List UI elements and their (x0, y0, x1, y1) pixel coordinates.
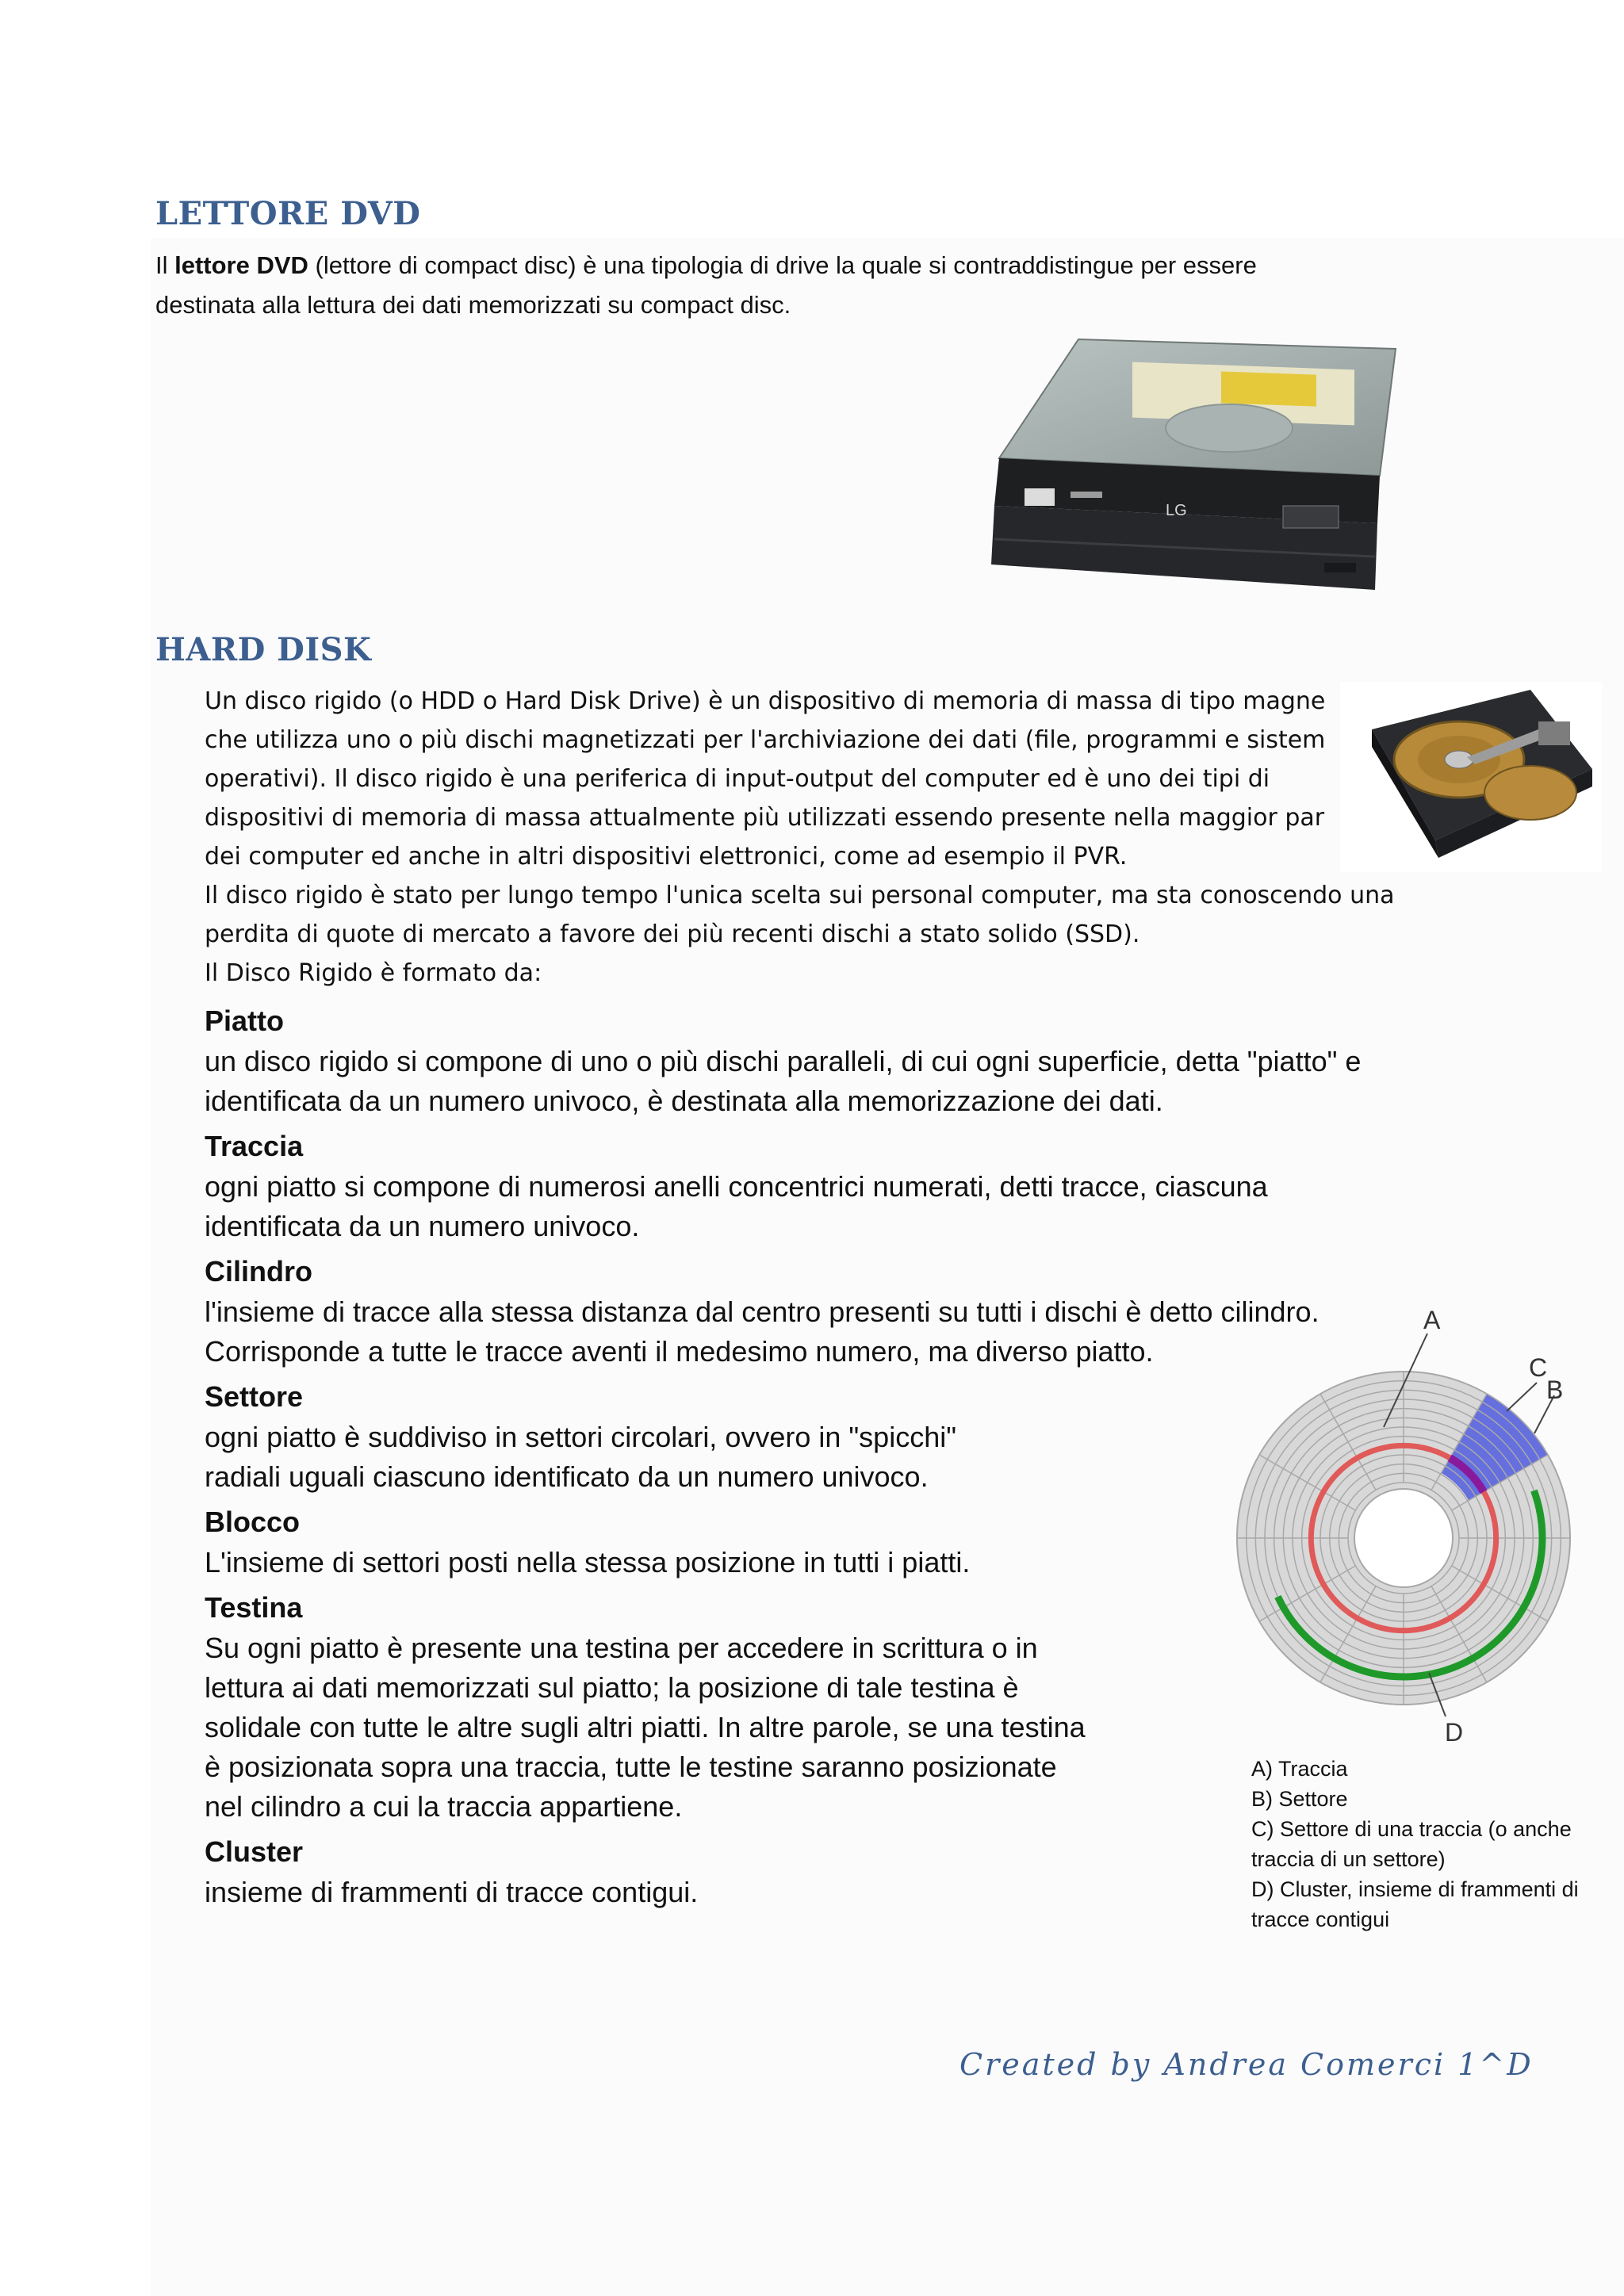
author-credit: Created by Andrea Comerci 1^D (959, 2047, 1534, 2082)
term-line: ogni piatto si compone di numerosi anelli concentrici numerati, detti tracce, ciascuna (205, 1170, 1268, 1203)
term-description (205, 1042, 1442, 1121)
legend-item: tracce contigui (1251, 1908, 1390, 1931)
term-line: solidale con tutte le altre sugli altri piatti. In altre parole, se una testina (205, 1711, 1086, 1743)
hdd-paragraph-line: dispositivi di memoria di massa attualmente più utilizzati essendo presente nella maggior par (205, 804, 1325, 832)
term-title: Testina (205, 1591, 303, 1624)
hdd-paragraph-line: Il disco rigido è stato per lungo tempo l'unica scelta sui personal computer, ma sta conoscendo una (205, 882, 1395, 909)
term-line: insieme di frammenti di tracce contigui. (205, 1876, 699, 1908)
disk-structure-diagram (1221, 1300, 1586, 1747)
term-line: è posizionata sopra una traccia, tutte le testine saranno posizionate (205, 1751, 1057, 1783)
intro-line2: destinata alla lettura dei dati memorizzati su compact disc. (155, 291, 791, 319)
dvd-brand-logo: LG (1166, 502, 1187, 519)
label-c: C (1529, 1353, 1548, 1382)
term-line: Su ogni piatto è presente una testina per accedere in scrittura o in (205, 1632, 1038, 1664)
label-a: A (1423, 1306, 1441, 1334)
legend-item: C) Settore di una traccia (o anche (1251, 1817, 1572, 1841)
term-line: un disco rigido si compone di uno o più dischi paralleli, di cui ogni superficie, detta "piatto" e (205, 1045, 1362, 1077)
term-title: Cluster (205, 1835, 304, 1868)
term-line: radiali uguali ciascuno identificato da un numero univoco. (205, 1460, 929, 1493)
disk-hole (1354, 1489, 1453, 1587)
label-b: B (1546, 1376, 1564, 1404)
hdd-paragraph-line: dei computer ed anche in altri dispositivi elettronici, come ad esempio il PVR. (205, 843, 1128, 871)
intro-bold-term: lettore DVD (174, 251, 308, 279)
term-line: Corrisponde a tutte le tracce aventi il medesimo numero, ma diverso piatto. (205, 1335, 1154, 1368)
term-title: Cilindro (205, 1255, 312, 1288)
pointer-line-c (1507, 1383, 1537, 1411)
dvd-heading: LETTORE DVD (155, 195, 421, 232)
diagram-legend (1251, 1754, 1616, 1934)
term-line: identificata da un numero univoco, è destinata alla memorizzazione dei dati. (205, 1085, 1163, 1117)
term-line: lettura ai dati memorizzati sul piatto; la posizione di tale testina è (205, 1671, 1019, 1704)
legend-item: traccia di un settore) (1251, 1847, 1446, 1871)
hdd-paragraph (205, 682, 1418, 993)
term-line: L'insieme di settori posti nella stessa posizione in tutti i piatti. (205, 1546, 971, 1578)
term-title: Settore (205, 1380, 304, 1413)
hdd-paragraph-line: perdita di quote di mercato a favore dei più recenti dischi a stato solido (SSD). (205, 920, 1140, 948)
term-line: ogni piatto è suddiviso in settori circolari, ovvero in "spicchi" (205, 1421, 956, 1453)
label-d: D (1445, 1718, 1464, 1747)
term-line: identificata da un numero univoco. (205, 1210, 640, 1242)
intro-rest: (lettore di compact disc) è una tipologia di drive la quale si contraddistingue per essere (308, 251, 1257, 279)
hdd-paragraph-line: Il Disco Rigido è formato da: (205, 959, 542, 987)
term-line: l'insieme di tracce alla stessa distanza dal centro presenti su tutti i dischi è detto cilindro. (205, 1295, 1320, 1328)
intro-prefix: Il (155, 251, 175, 279)
hdd-heading: HARD DISK (155, 631, 372, 668)
term-line: nel cilindro a cui la traccia appartiene. (205, 1790, 683, 1823)
dvd-intro (155, 246, 1424, 325)
legend-item: B) Settore (1251, 1787, 1348, 1811)
hdd-paragraph-line: Un disco rigido (o HDD o Hard Disk Drive) è un dispositivo di memoria di massa di tipo magne (205, 687, 1326, 715)
term-title: Piatto (205, 1004, 285, 1037)
term-title: Traccia (205, 1130, 304, 1162)
dvd-drive-image (983, 333, 1404, 607)
term-description (205, 1167, 1442, 1246)
hdd-paragraph-line: operativi). Il disco rigido è una periferica di input-output del computer ed è uno dei tipi di (205, 765, 1270, 793)
legend-item: A) Traccia (1251, 1757, 1348, 1781)
hard-disk-image (1340, 682, 1602, 872)
hdd-paragraph-line: che utilizza uno o più dischi magnetizzati per l'archiviazione dei dati (file, programmi e sistem (205, 726, 1326, 754)
legend-item: D) Cluster, insieme di frammenti di (1251, 1877, 1579, 1901)
term-title: Blocco (205, 1506, 301, 1538)
